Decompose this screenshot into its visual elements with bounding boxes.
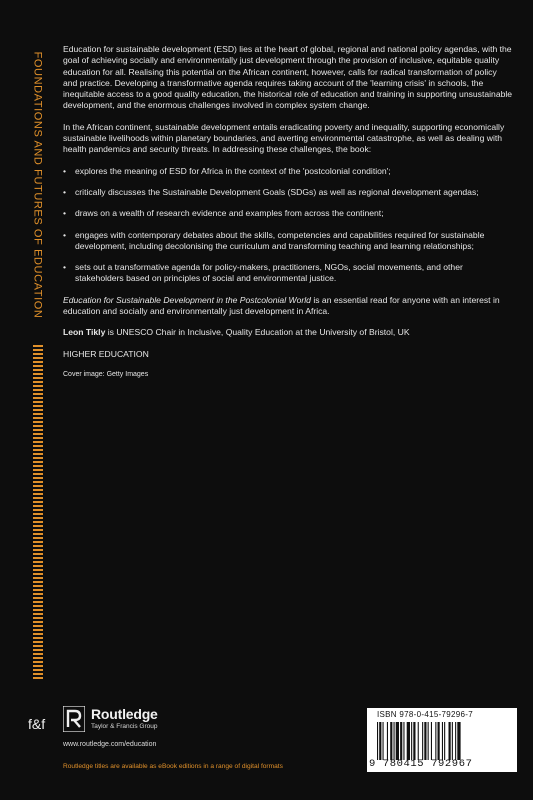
barcode-bar (390, 722, 392, 760)
barcode-bar (422, 722, 423, 760)
barcode-bar (411, 722, 412, 760)
decorative-stripes (33, 345, 43, 680)
bullet-list (63, 166, 513, 285)
publisher-group: Taylor & Francis Group (91, 723, 158, 730)
barcode-bar (396, 722, 399, 760)
author-name: Leon Tikly (63, 327, 106, 338)
ebook-note: Routledge titles are available as eBook editions in a range of digital formats (63, 763, 283, 770)
closing-rest: is an essential read for anyone with an interest in education and socially and environmentally just development in Africa. (63, 294, 500, 317)
barcode-bar (452, 722, 453, 760)
barcode-bar (377, 722, 378, 760)
barcode-bar (413, 722, 415, 760)
barcode-bar (457, 722, 460, 760)
barcode-bar (455, 722, 456, 760)
barcode-bar (438, 722, 440, 760)
barcode-bar (442, 722, 443, 760)
bullet-item: • engages with contemporary debates about the skills, competencies and capabilities required for sustainable development, including decolonising the curriculum and transforming teaching and learning relationships; (63, 230, 513, 253)
barcode-bar (428, 722, 429, 760)
barcode-number: 9 780415 792967 (369, 758, 473, 770)
blurb (63, 44, 513, 389)
bullet-item: • critically discusses the Sustainable Development Goals (SDGs) as well as regional development agendas; (63, 187, 513, 198)
closing-paragraph (63, 295, 513, 318)
author-bio (63, 327, 513, 338)
cover-credit: Cover image: Getty Images (63, 370, 149, 378)
barcode-bar (424, 722, 426, 760)
routledge-mark-icon (63, 706, 85, 732)
bullet-item: • explores the meaning of ESD for Africa in the context of the 'postcolonial condition'; (63, 166, 513, 177)
barcode-bar (379, 722, 381, 760)
bullet-item: • draws on a wealth of research evidence and examples from across the continent; (63, 208, 513, 219)
isbn-barcode-box (367, 708, 517, 772)
subject-category: HIGHER EDUCATION (63, 348, 149, 359)
publisher-logo (63, 704, 263, 744)
barcode-bar (400, 722, 402, 760)
barcode-bar (407, 722, 410, 760)
isbn-label: ISBN 978-0-415-79296-7 (377, 710, 473, 719)
barcode-bar (403, 722, 404, 760)
author-bio-text: is UNESCO Chair in Inclusive, Quality Education at the University of Bristol, UK (105, 327, 410, 338)
series-title-vertical (30, 40, 44, 330)
barcode-bar (435, 722, 436, 760)
bullet-item: • sets out a transformative agenda for policy-makers, practitioners, NGOs, social movements, and other stakeholders based on principles of social and environmental justice. (63, 262, 513, 285)
book-title: Education for Sustainable Development in the Postcolonial World (63, 294, 311, 305)
barcode-bar (431, 722, 432, 760)
barcode-bar (394, 722, 395, 760)
intro-paragraph: Education for sustainable development (ESD) lies at the heart of global, regional and national policy agendas, with the goal of achieving socially and environmentally just development through the provision of inclusive, equitable quality education for all. Realising this potential on the African continent, however, calls for radical transformation of policy and practice. Developing a transformative agenda requires taking account of the 'learning crisis' in schools, the inequitable access to a good quality education, the historical role of education and training in supporting unsustainable development, and the enormous challenges involved in complex system change. (63, 44, 513, 111)
barcode-bar (444, 722, 445, 760)
barcode-bar (383, 722, 384, 760)
publisher-name: Routledge (91, 706, 158, 722)
second-paragraph: In the African continent, sustainable development entails eradicating poverty and inequality, supporting economically sustainable livelihoods within planetary boundaries, and averting environmental catastrophe, as well as dealing with health pandemics and security threats. In addressing these challenges, the book: (63, 121, 505, 155)
series-title-text: FOUNDATIONS AND FUTURES OF EDUCATION (31, 51, 43, 319)
barcode-graphic (377, 722, 507, 760)
publisher-url: www.routledge.com/education (63, 741, 157, 748)
barcode-bar (449, 722, 451, 760)
imprint-logo: f&f (28, 716, 46, 732)
barcode-bar (418, 722, 419, 760)
barcode-bar (387, 722, 388, 760)
